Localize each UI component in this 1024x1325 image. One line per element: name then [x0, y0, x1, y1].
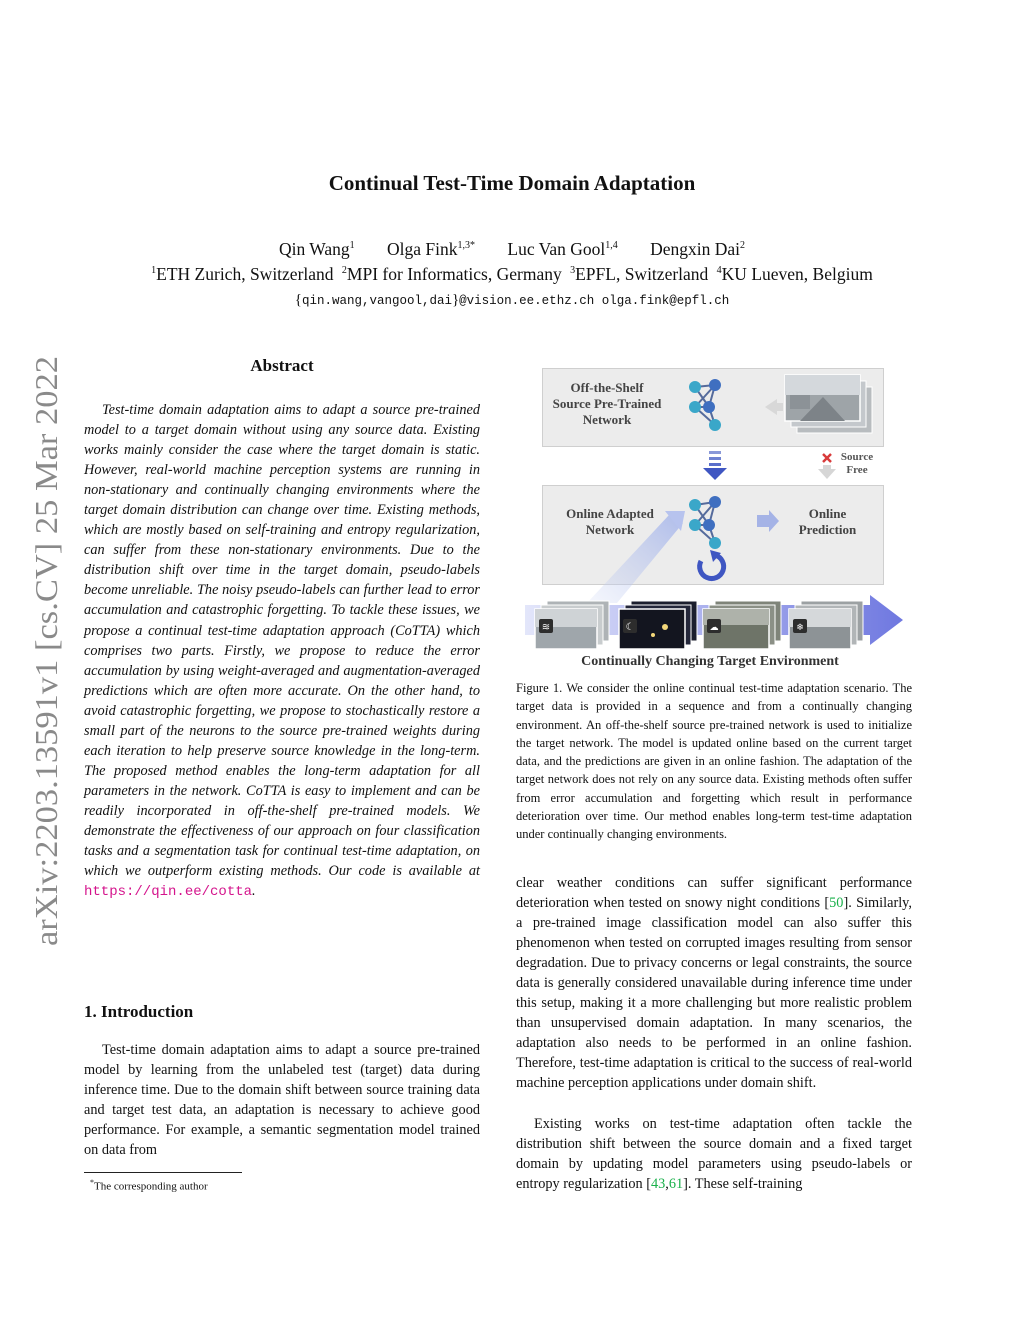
citation-link[interactable]: 61	[668, 1176, 684, 1193]
arxiv-stamp-text: arXiv:2203.13591v1 [cs.CV] 25 Mar 2022	[28, 398, 64, 946]
source-image-stack	[785, 375, 872, 433]
figure-stream-label: Continually Changing Target Environment	[581, 654, 839, 669]
author: Olga Fink$^{1,3*}$	[387, 239, 476, 259]
target-frame-snow	[789, 601, 863, 649]
footnote: *The corresponding author	[90, 1178, 208, 1193]
right-column-paragraph-2: Existing works on test-time adaptation often tackle the distribution shift between the source domain and a fixed target domain by updating model parameters using pseudo-labels or entropy regularization [43,61]. These self-training	[516, 1116, 912, 1193]
abstract-body: Test-time domain adaptation aims to adapt a source pre-trained model to a target domain without using any source data. Existing works mainly consider the case where the target domain is static. However, real-world machine perception systems are running in non-stationary and continually changing environments where the target domain distribution can change over time. Existing methods, which are mostly based on self-training and entropy regularization, can suffer from these non-stationary environments. Due to the distribution shift over time in the target domain, pseudo-labels become unreliable. The noisy pseudo-labels can further lead to error accumulation and catastrophic forgetting. To tackle these issues, we propose a continual test-time adaptation approach (CoTTA) which comprises two parts. Firstly, we propose to reduce the error accumulation by using weight-averaged and augmentation-averaged predictions which are often more accurate. On the other hand, to avoid catastrophic forgetting, we propose to stochastically restore a small part of the neurons to the source pre-trained weights during each iteration to help preserve source knowledge in the long-term. The proposed method enables the long-term adaptation for all parameters in the network. CoTTA is easy to implement and can be readily incorporated in off-the-shelf pre-trained models. We demonstrate the effectiveness of our approach on four classification tasks and a segmentation task for continual test-time adaptation, on which we outperform existing methods. Our code is available at https://qin.ee/cotta.	[84, 402, 480, 901]
input-beam	[587, 515, 683, 603]
prediction-arrow-icon	[757, 510, 779, 532]
online-network-icon	[689, 496, 721, 549]
affiliation: $^2$MPI for Informatics, Germany	[341, 264, 562, 284]
section-heading-introduction: 1. Introduction	[84, 1002, 194, 1021]
svg-text:≋: ≋	[541, 622, 551, 633]
source-input-arrow-icon	[765, 399, 783, 415]
code-link[interactable]: https://qin.ee/cotta	[84, 884, 253, 901]
affiliation: $^4$KU Lueven, Belgium	[716, 264, 873, 284]
author-list	[0, 239, 1024, 260]
footnote-divider	[84, 1172, 242, 1173]
author: Luc Van Gool$^{1,4}$	[507, 239, 618, 259]
source-network-label: Off-the-Shelf Source Pre-Trained Network	[552, 380, 662, 427]
paper-title: Continual Test-Time Domain Adaptation	[328, 171, 696, 195]
online-network-label: Online Adapted Network	[566, 506, 654, 537]
figure-1-caption: Figure 1. We consider the online continual test-time adaptation scenario. The target data is provided in a sequence and from a continually changing environment. An off-the-shelf source pre-trained network is used to initialize the target network. The model is updated online based on the current target data, and the predictions are given in an online fashion. The adaptation of the target network does not rely on any source data. Existing methods often suffer from error accumulation and forgetting which result in performance deterioration over time. Our method enables long-term test-time adaptation under continually changing environments.	[516, 681, 912, 842]
svg-text:☁: ☁	[709, 623, 719, 633]
target-frame-fog	[535, 601, 609, 649]
source-free-label: Source Free	[840, 451, 874, 476]
source-network-icon	[689, 379, 721, 431]
arxiv-sidebar-stamp	[13, 350, 73, 950]
initialize-arrow-icon	[703, 451, 727, 480]
svg-text:❄: ❄	[796, 623, 804, 633]
update-loop-icon	[700, 555, 724, 579]
author: Dengxin Dai$^2$	[650, 239, 746, 259]
abstract-heading: Abstract	[250, 356, 314, 375]
figure-graphics	[525, 365, 905, 670]
right-column-paragraph-1: clear weather conditions can suffer significant performance deterioration when tested on snowy night conditions [50]. Similarly, a pre-trained image classification model can also suffer this phenomenon when tested on corrupted images resulting from sensor degradation. Due to privacy concerns or legal constraints, the source data is generally considered unavailable during inference time under this setup, making it a more challenging but more realistic problem than unsupervised domain adaptation. In many scenarios, the adaptation also needs to be performed in an online fashion. Therefore, test-time adaptation is critical to the success of real-world machine perception applications under domain shift.	[516, 875, 912, 1092]
source-free-arrow-icon	[818, 465, 836, 479]
affiliation: $^1$ETH Zurich, Switzerland	[151, 264, 334, 284]
author-emails: {qin.wang,vangool,dai}@vision.ee.ethz.ch olga.fink@epfl.ch	[294, 292, 730, 308]
introduction-body: Test-time domain adaptation aims to adapt a source pre-trained model by learning from the unlabeled test (target) data during inference time. Due to the domain shift between source training data and target test data, an adaptation is necessary to achieve good performance. For example, a semantic segmentation model trained on data from	[84, 1042, 480, 1159]
svg-text:☾: ☾	[625, 622, 635, 633]
affiliation: $^3$EPFL, Switzerland	[570, 264, 709, 284]
figure-1-diagram	[525, 365, 905, 670]
target-frame-rain	[703, 601, 781, 649]
source-free-cross-icon	[823, 454, 831, 462]
author: Qin Wang$^1$	[278, 239, 355, 259]
affiliation-list	[0, 264, 1024, 285]
citation-link[interactable]: 50	[829, 895, 844, 912]
citation-link[interactable]: 43	[650, 1176, 666, 1193]
online-prediction-label: Online Prediction	[798, 506, 857, 537]
target-frame-night	[619, 601, 697, 649]
